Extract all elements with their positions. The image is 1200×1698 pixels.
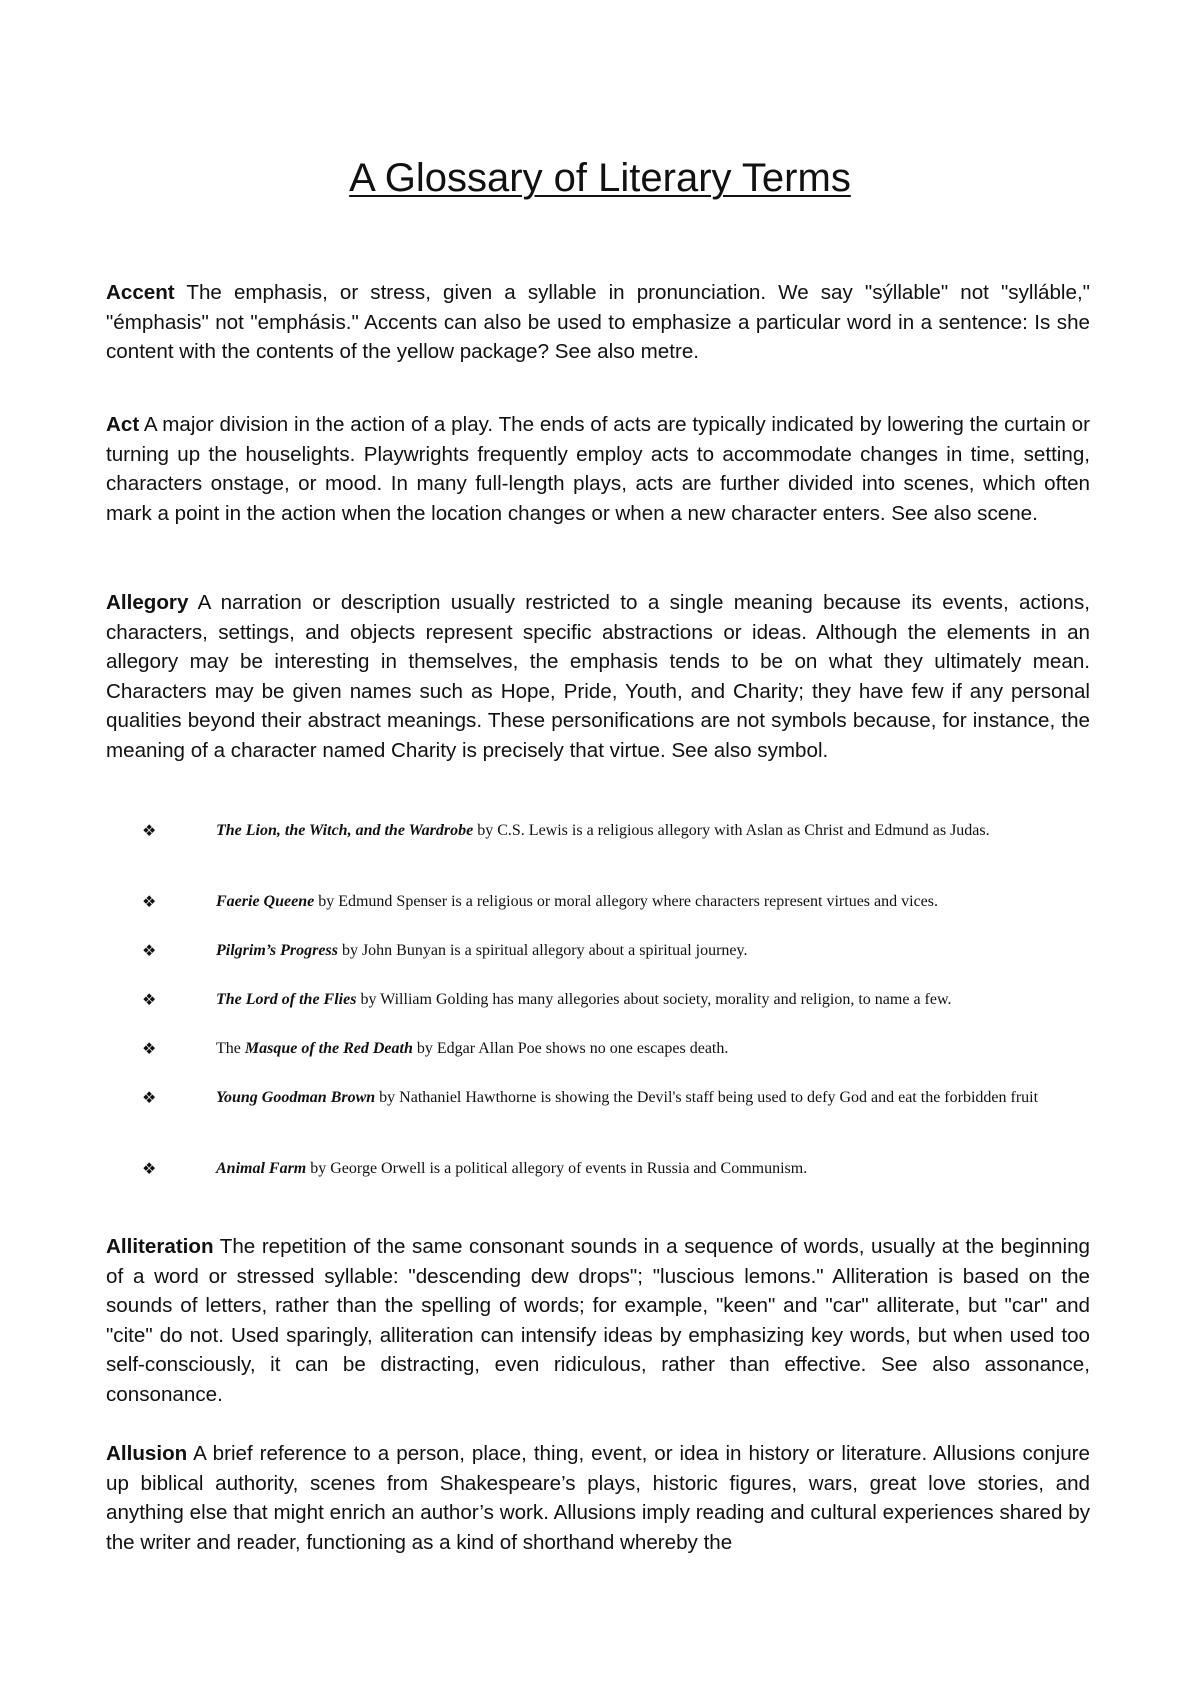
example-text: by Nathaniel Hawthorne is showing the Devil's staff being used to defy God and eat the forbidden fruit (375, 1089, 1039, 1106)
page-title: A Glossary of Literary Terms (349, 156, 851, 200)
entry-paragraph (106, 1232, 1090, 1410)
diamond-bullet-icon: ❖ (142, 990, 157, 1009)
example-text: by C.S. Lewis is a religious allegory with Aslan as Christ and Edmund as Judas. (473, 822, 990, 839)
entry-paragraph (106, 588, 1090, 766)
diamond-bullet-icon: ❖ (142, 821, 157, 840)
entry-term: Act (106, 413, 140, 436)
entry-term: Accent (106, 281, 175, 304)
example-text: by John Bunyan is a spiritual allegory about a spiritual journey. (337, 942, 748, 959)
entry-alliteration (106, 1232, 1090, 1410)
entry-paragraph (106, 410, 1090, 528)
example-text: by Edmund Spenser is a religious or moral allegory where characters represent virtues and vices. (314, 893, 938, 910)
example-text: by William Golding has many allegories about society, morality and religion, to name a few. (356, 991, 952, 1008)
entry-definition: A narration or description usually restricted to a single meaning because its events, actions, characters, settings, and objects represent specific abstractions or ideas. Although the elements in an allegory may be interesting in themselves, the emphasis tends to be on what they ultimately mean. Characters may be given names such as Hope, Pride, Youth, and Charity; they have few if any personal qualities beyond their abstract meanings. These personifications are not symbols because, for instance, the meaning of a character named Charity is precisely that virtue. See also symbol. (106, 591, 1090, 762)
diamond-bullet-icon: ❖ (142, 892, 157, 911)
work-title: The Lion, the Witch, and the Wardrobe (216, 822, 474, 839)
entry-accent (106, 278, 1090, 367)
list-item (142, 820, 1090, 841)
example-text: by Edgar Allan Poe shows no one escapes death. (412, 1040, 729, 1057)
list-item (142, 1087, 1090, 1108)
work-title: Masque of the Red Death (244, 1040, 413, 1057)
list-item (142, 1158, 1090, 1179)
entry-allusion (106, 1439, 1090, 1557)
entry-definition: A major division in the action of a play. The ends of acts are typically indicated by lowering the curtain or turning up the houselights. Playwrights frequently employ acts to accommodate changes in time, setting, characters onstage, or mood. In many full-length plays, acts are further divided into scenes, which often mark a point in the action when the location changes or when a new character enters. See also scene. (106, 413, 1090, 525)
entry-definition: The emphasis, or stress, given a syllable in pronunciation. We say "sýllable" not "sylláble," "émphasis" not "emphásis." Accents can also be used to emphasize a particular word in a sentence: Is she content with the contents of the yellow package? See also metre. (106, 281, 1090, 364)
work-title: Pilgrim’s Progress (216, 942, 338, 959)
entry-definition: A brief reference to a person, place, thing, event, or idea in history or literature. Allusions conjure up biblical authority, scenes from Shakespeare’s plays, historic figures, wars, great love stories, and anything else that might enrich an author’s work. Allusions imply reading and cultural experiences shared by the writer and reader, functioning as a kind of shorthand whereby the (106, 1442, 1090, 1554)
diamond-bullet-icon: ❖ (142, 1088, 157, 1107)
entry-term: Allusion (106, 1442, 188, 1465)
list-item (142, 989, 1090, 1010)
work-title: Animal Farm (216, 1160, 307, 1177)
example-text: by George Orwell is a political allegory of events in Russia and Communism. (306, 1160, 808, 1177)
work-title: The Lord of the Flies (216, 991, 357, 1008)
list-item: ❖ The Masque of the Red Death by Edgar Allan Poe shows no one escapes death. (142, 1039, 729, 1058)
entry-term: Alliteration (106, 1235, 214, 1258)
work-title: Young Goodman Brown (216, 1089, 376, 1106)
entry-paragraph (106, 1439, 1090, 1557)
entry-allegory (106, 588, 1090, 766)
diamond-bullet-icon: ❖ (142, 1159, 157, 1178)
work-title: Faerie Queene (216, 893, 315, 910)
entry-definition: The repetition of the same consonant sounds in a sequence of words, usually at the beginning of a word or stressed syllable: "descending dew drops"; "luscious lemons." Alliteration is based on the sounds of letters, rather than the spelling of words; for example, "keen" and "car" alliterate, but "car" and "cite" do not. Used sparingly, alliteration can intensify ideas by emphasizing key words, but when used too self-consciously, it can be distracting, even ridiculous, rather than effective. See also assonance, consonance. (106, 1235, 1090, 1406)
list-item (142, 891, 1090, 912)
diamond-bullet-icon: ❖ (142, 941, 157, 960)
list-item (142, 940, 1090, 961)
entry-act (106, 410, 1090, 528)
diamond-bullet-icon: ❖ (142, 1039, 157, 1058)
entry-paragraph (106, 278, 1090, 367)
entry-term: Allegory (106, 591, 189, 614)
